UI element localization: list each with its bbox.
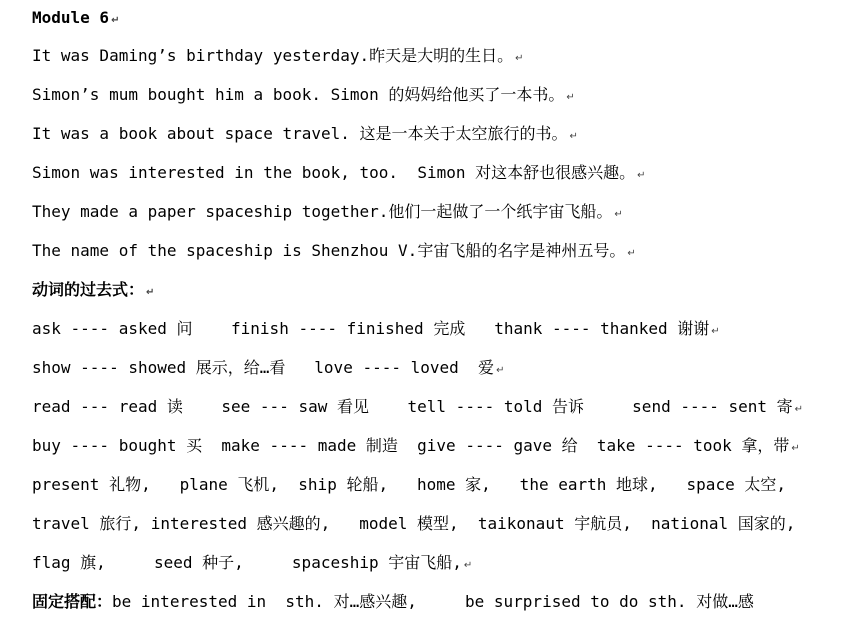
module-title-text: Module 6: [32, 8, 110, 27]
sentence-line: [32, 231, 636, 270]
paragraph-mark: ↵: [794, 404, 804, 415]
paragraph-mark: ↵: [791, 443, 800, 454]
sentence-text: Simon’s mum bought him a book. Simon 的妈妈给他买了一本书。: [32, 85, 565, 104]
sentence-line: [32, 192, 623, 231]
paragraph-mark: ↵: [614, 209, 623, 220]
verb-line-text: show ---- showed 展示，给…看 love ---- loved 爱: [32, 358, 495, 377]
vocab-line: [32, 543, 472, 582]
phrases-line: [32, 582, 754, 620]
sentence-text: It was a book about space travel. 这是一本关于太空旅行的书。: [32, 124, 568, 143]
document-page: [32, 0, 852, 620]
paragraph-mark: ↵: [463, 560, 473, 571]
sentence-line: [32, 36, 524, 75]
sentence-line: [32, 75, 575, 114]
phrases-text: be interested in sth. 对…感兴趣, be surprised to do sth. 对做…感: [112, 592, 754, 611]
vocab-line-text: flag 旗, seed 种子, spaceship 宇宙飞船,: [32, 553, 462, 572]
vocab-line: [32, 504, 795, 543]
paragraph-mark: ↵: [569, 131, 578, 142]
sentence-text: They made a paper spaceship together.他们一起做了一个纸宇宙飞船。: [32, 202, 613, 221]
verb-line: [32, 387, 803, 426]
sentence-line: [32, 114, 578, 153]
paragraph-mark: ↵: [627, 248, 636, 259]
verb-line-text: buy ---- bought 买 make ---- made 制造 give ---- gave 给 take ---- took 拿，带: [32, 436, 790, 455]
paragraph-mark: ↵: [496, 365, 505, 376]
sentence-text: The name of the spaceship is Shenzhou V.宇宙飞船的名字是神州五号。: [32, 241, 626, 260]
sentence-line: [32, 153, 646, 192]
vocab-line-text: travel 旅行, interested 感兴趣的, model 模型, taikonaut 宇航员, national 国家的,: [32, 514, 796, 533]
sentence-text: It was Daming’s birthday yesterday.昨天是大明的生日。: [32, 46, 514, 65]
paragraph-mark: ↵: [711, 326, 720, 337]
vocab-line: [32, 465, 786, 504]
past-tense-heading: [32, 270, 154, 309]
paragraph-mark: ↵: [637, 170, 646, 181]
paragraph-mark: ↵: [515, 53, 524, 64]
paragraph-mark: ↵: [111, 15, 120, 26]
module-title: [32, 0, 119, 37]
phrases-label: 固定搭配：: [32, 592, 113, 611]
paragraph-mark: ↵: [146, 287, 155, 298]
verb-line: [32, 426, 800, 465]
paragraph-mark: ↵: [566, 92, 575, 103]
verb-line-text: ask ---- asked 问 finish ---- finished 完成 thank ---- thanked 谢谢: [32, 319, 710, 338]
verb-line-text: read --- read 读 see --- saw 看见 tell ---- told 告诉 send ---- sent 寄: [32, 397, 793, 416]
sentence-text: Simon was interested in the book, too. Simon 对这本舒也很感兴趣。: [32, 163, 636, 182]
past-tense-heading-text: 动词的过去式：: [32, 280, 145, 299]
vocab-line-text: present 礼物, plane 飞机, ship 轮船, home 家, the earth 地球, space 太空,: [32, 475, 786, 494]
verb-line: [32, 348, 504, 387]
verb-line: [32, 309, 720, 348]
